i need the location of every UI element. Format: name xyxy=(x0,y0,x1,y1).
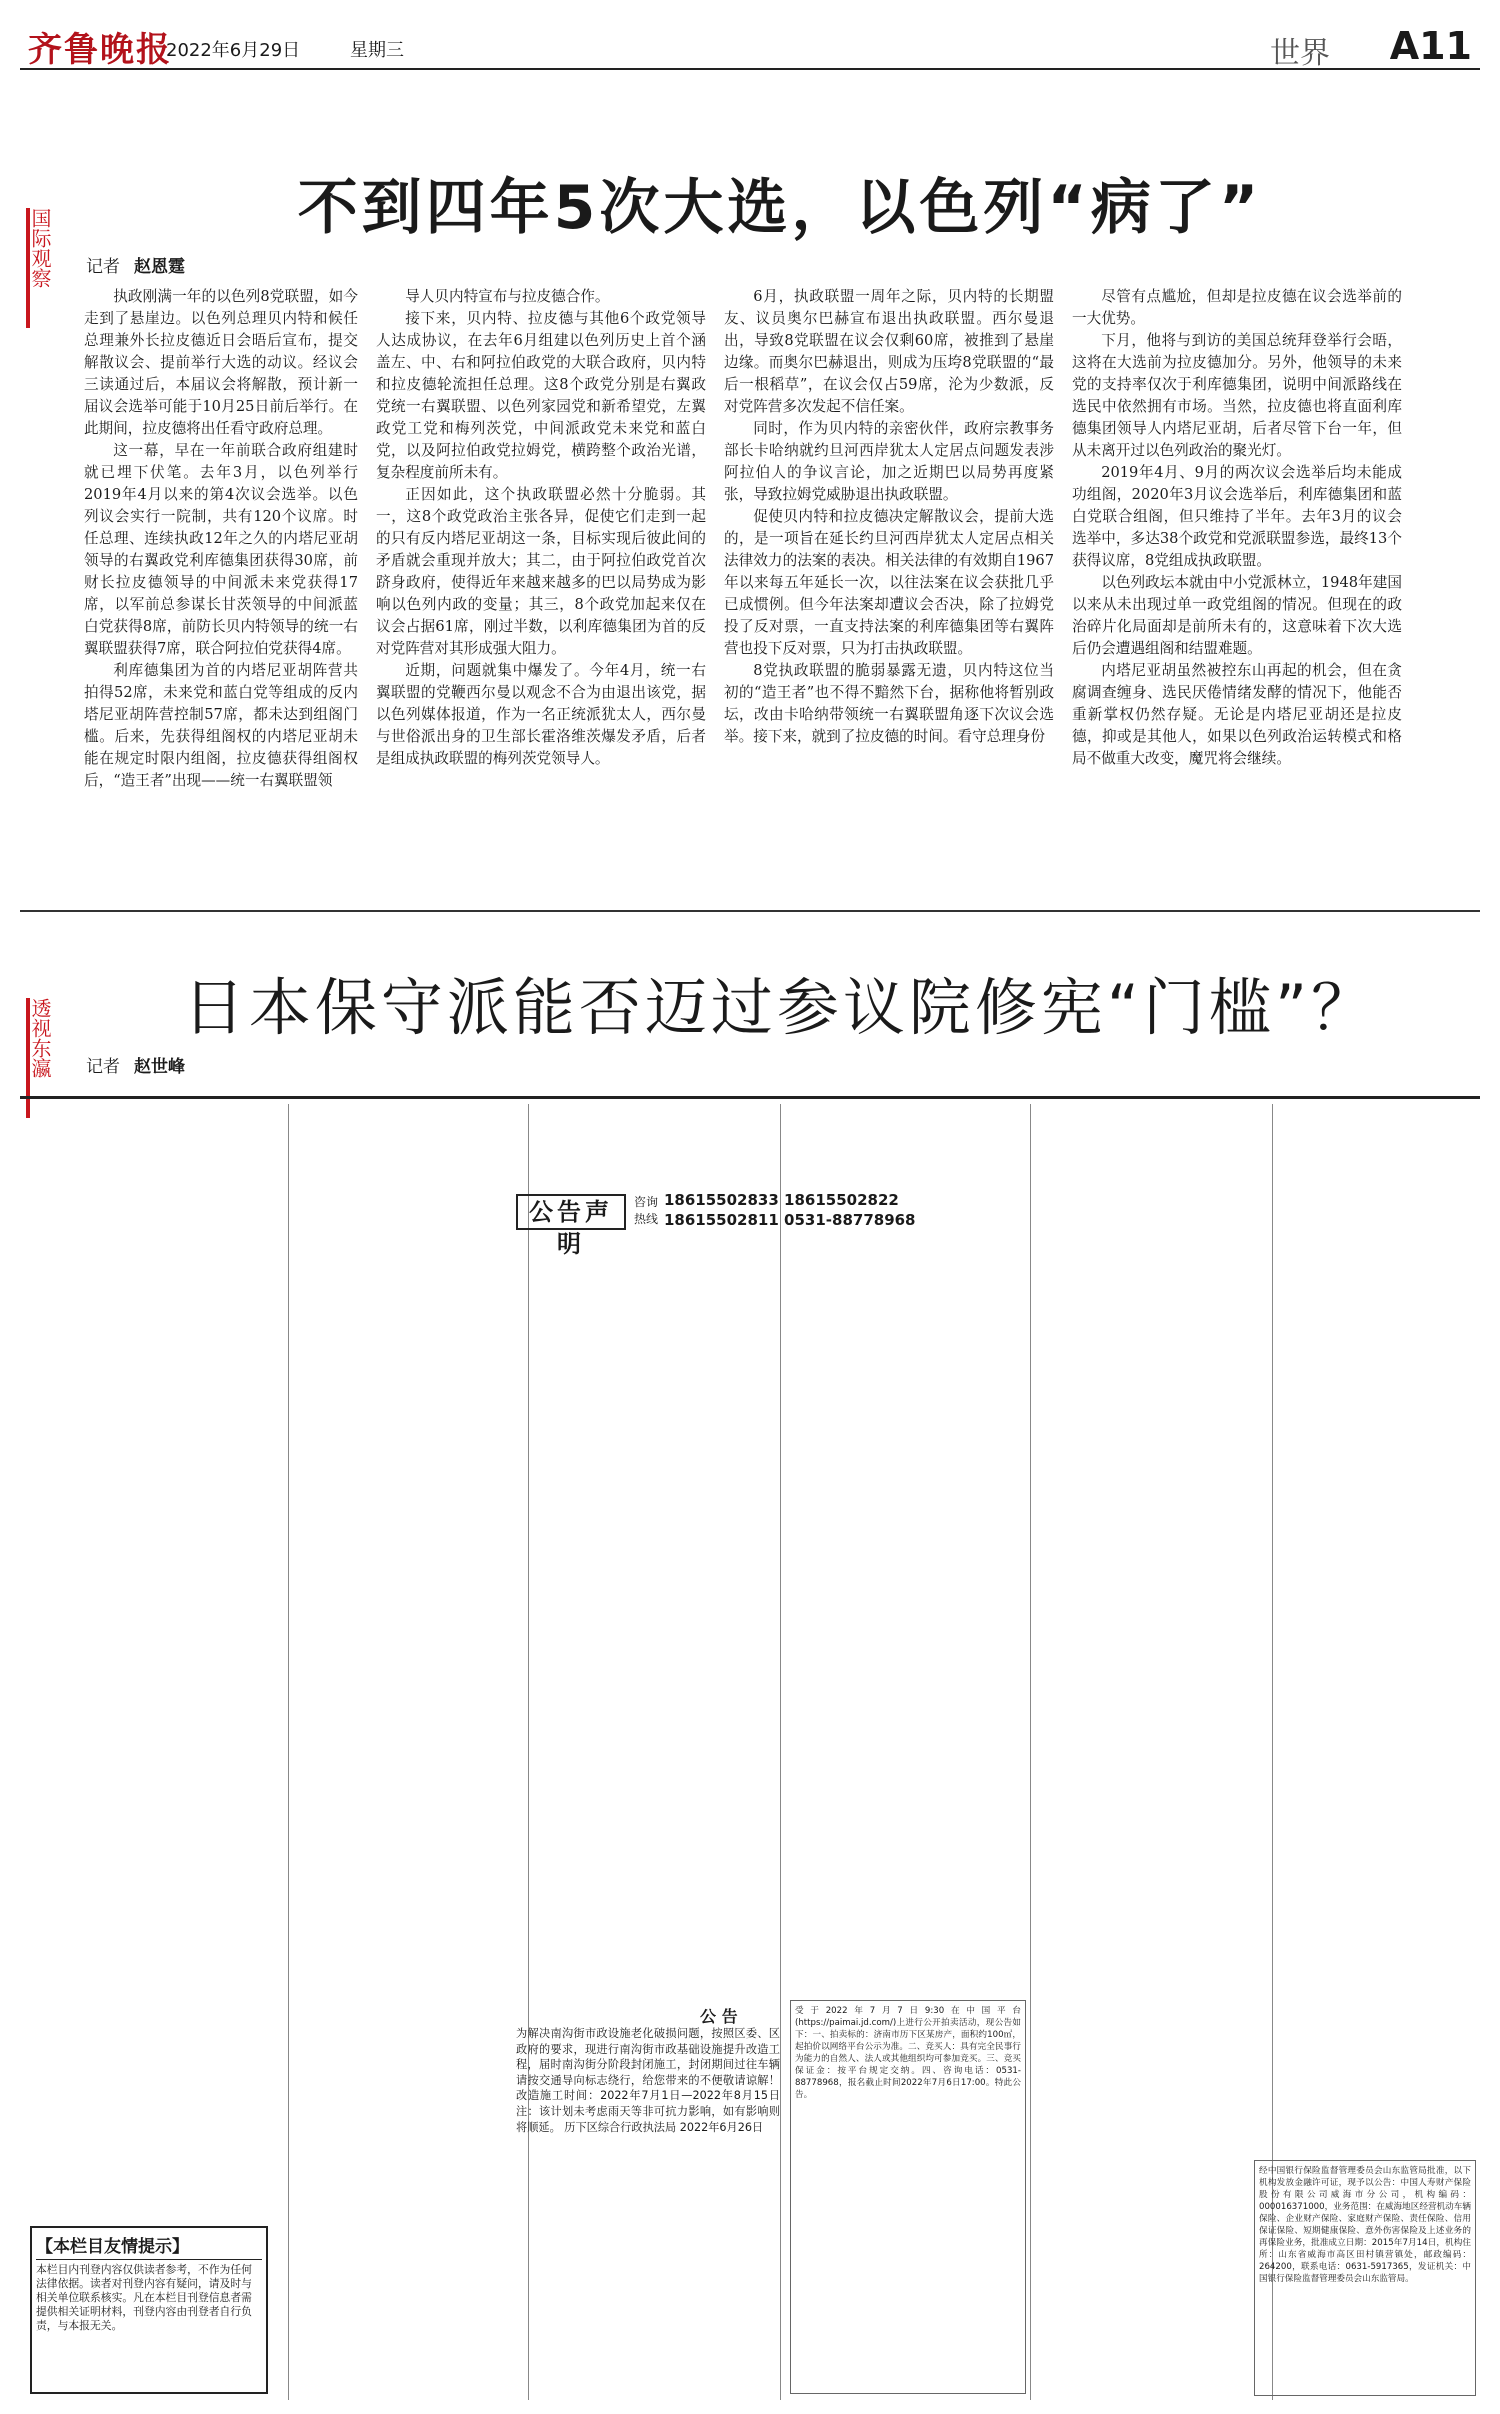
ad-column xyxy=(788,1234,1024,1994)
ad-column xyxy=(28,1104,282,2214)
issue-date: 2022年6月29日 xyxy=(166,40,301,61)
hotline-numbers xyxy=(664,1190,916,1230)
column-rule xyxy=(1030,1104,1031,2400)
notice-heading: 公告声明 xyxy=(516,1194,626,1230)
article1-body xyxy=(84,286,1402,896)
masthead xyxy=(20,14,1480,70)
license-notice: 经中国银行保险监督管理委员会山东监管局批准，以下机构发放金融许可证，现予以公告：中国人寿财产保险股份有限公司威海市分公司，机构编码：000016371000，业务范围：在威海地区经营机动车辆保险、企业财产保险、家庭财产保险、责任保险、信用保证保险、短期健康保险、意外伤害保险及上述业务的再保险业务，批准成立日期：2015年7月14日，机构住所：山东省威海市高区田村镇营镇处，邮政编码：264200，联系电话：0631-5917365，发证机关：中国银行保险监督管理委员会山东监管局。 xyxy=(1254,2160,1476,2396)
article-paragraph: 尽管有点尴尬，但却是拉皮德在议会选举前的一大优势。 xyxy=(1072,288,1402,327)
article-paragraph: 内塔尼亚胡虽然被控东山再起的机会，但在贪腐调查缠身、选民厌倦情绪发酵的情况下，他能否重新掌权仍然存疑。无论是内塔尼亚胡还是拉皮德，抑或是其他人，如果以色列政治运转模式和格局不做重大改变，魔咒将会继续。 xyxy=(1072,662,1402,767)
newspaper-logo: 齐鲁晚报 xyxy=(28,30,172,70)
byline-author: 赵恩霆 xyxy=(134,257,185,277)
hotline-line-2: 18615502811 0531-88778968 xyxy=(664,1211,916,1229)
auction-notice: 受于2022年7月7日9:30在中国平台(https://paimai.jd.com/)上进行公开拍卖活动，现公告如下：一、拍卖标的：济南市历下区某房产，面积约100㎡，起拍价以网络平台公示为准。二、竞买人：具有完全民事行为能力的自然人、法人或其他组织均可参加竞买。三、竞买保证金：按平台规定交纳。四、咨询电话：0531-88778968，报名截止时间2022年7月6日17:00。特此公告。 xyxy=(790,2000,1026,2394)
issue-weekday: 星期三 xyxy=(350,40,404,61)
friendly-reminder-box xyxy=(30,2226,268,2394)
announcement-body: 为解决南沟街市政设施老化破损问题，按照区委、区政府的要求，现进行南沟街市政基础设施提升改造工程，届时南沟街分阶段封闭施工，封闭期间过往车辆请按交通导向标志绕行，给您带来的不便敬请谅解！ 改造施工时间：2022年7月1日—2022年8月15日 注：该计划未考虑雨天等非可抗力影响，如有影响则将顺延。 历下区综合行政执法局 2022年6月26日 xyxy=(516,2027,780,2134)
article-paragraph: 执政刚满一年的以色列8党联盟，如今走到了悬崖边。以色列总理贝内特和候任总理兼外长拉皮德近日会晤后宣布，提交解散议会、提前举行大选的动议。经议会三读通过后，本届议会将解散，预计新一届议会选举可能于10月25日前后举行。在此期间，拉皮德将出任看守政府总理。 xyxy=(84,288,358,437)
article1-column xyxy=(724,286,1054,896)
article-paragraph: 利库德集团为首的内塔尼亚胡阵营共拍得52席，未来党和蓝白党等组成的反内塔尼亚胡阵营控制57席，都未达到组阁门槛。后来，先获得组阁权的内塔尼亚胡未能在规定时限内组阁，拉皮德获得组阁权后，“造王者”出现——统一右翼联盟领 xyxy=(84,662,358,789)
article1-column xyxy=(1072,286,1402,896)
article2-byline xyxy=(86,1052,185,1077)
section-divider xyxy=(20,910,1480,912)
article2-column-tag: 透视东瀛 xyxy=(26,998,52,1118)
article-paragraph: 导人贝内特宣布与拉皮德合作。 xyxy=(405,288,610,305)
ad-column xyxy=(536,1234,774,1994)
article-paragraph: 2019年4月、9月的两次议会选举后均未能成功组阁，2020年3月议会选举后，利库德集团和蓝白党联合组阁，但只维持了半年。去年3月的议会选举中，多达38个政党和党派联盟参选，最终13个获得议席，8党组成执政联盟。 xyxy=(1072,464,1402,569)
article-paragraph: 同时，作为贝内特的亲密伙伴，政府宗教事务部长卡哈纳就约旦河西岸犹太人定居点问题发表涉阿拉伯人的争议言论，加之近期巴以局势再度紧张，导致拉姆党威胁退出执政联盟。 xyxy=(724,420,1054,503)
ad-column xyxy=(1038,1104,1266,2394)
byline-label: 记者 xyxy=(86,1057,120,1077)
column-rule xyxy=(780,1104,781,2400)
page-number: A11 xyxy=(1389,24,1472,68)
ad-column xyxy=(296,1104,522,2394)
article1-column xyxy=(84,286,358,896)
byline-label: 记者 xyxy=(86,257,120,277)
article-paragraph: 接下来，贝内特、拉皮德与其他6个政党领导人达成协议，在去年6月组建以色列历史上首个涵盖左、中、右和阿拉伯政党的大联合政府，贝内特和拉皮德轮流担任总理。这8个政党分别是右翼政党统一右翼联盟、以色列家园党和新希望党，左翼政党工党和梅列茨党，中间派政党未来党和蓝白党，以及阿拉伯政党拉姆党，横跨整个政治光谱，复杂程度前所未有。 xyxy=(376,310,706,481)
article-paragraph: 以色列政坛本就由中小党派林立，1948年建国以来从未出现过单一政党组阁的情况。但现在的政治碎片化局面却是前所未有的，这意味着下次大选后仍会遭遇组阁和结盟难题。 xyxy=(1072,574,1402,657)
article2-headline: 日本保守派能否迈过参议院修宪“门槛”？ xyxy=(182,971,1378,1044)
article-paragraph: 促使贝内特和拉皮德决定解散议会，提前大选的，是一项旨在延长约旦河西岸犹太人定居点相关法律效力的法案的表决。相关法律的有效期自1967年以来每五年延长一次，以往法案在议会获批几乎已成惯例。但今年法案却遭议会否决，除了拉姆党投了反对票，一直支持法案的利库德集团等右翼阵营也投下反对票，只为打击执政联盟。 xyxy=(724,508,1054,657)
article-paragraph: 下月，他将与到访的美国总统拜登举行会晤，这将在大选前为拉皮德加分。另外，他领导的未来党的支持率仅次于利库德集团，说明中间派路线在选民中依然拥有市场。当然，拉皮德也将直面利库德集团领导人内塔尼亚胡，后者尽管下台一年，但从未离开过以色列政治的聚光灯。 xyxy=(1072,332,1402,459)
article1-column-tag: 国际观察 xyxy=(26,208,52,328)
article-paragraph: 这一幕，早在一年前联合政府组建时就已埋下伏笔。去年3月，以色列举行2019年4月以来的第4次议会选举。以色列议会实行一院制，共有120个议席。时任总理、连续执政12年之久的内塔尼亚胡领导的右翼政党利库德集团获得30席，前财长拉皮德领导的中间派未来党获得17席，以军前总参谋长甘茨领导的中间派蓝白党获得8席，前防长贝内特领导的统一右翼联盟获得7席，联合阿拉伯党获得4席。 xyxy=(84,442,358,657)
article1-byline xyxy=(86,252,185,277)
friendly-reminder-title: 【本栏目友情提示】 xyxy=(36,2232,262,2260)
friendly-reminder-body: 本栏目内刊登内容仅供读者参考，不作为任何法律依据。读者对刊登内容有疑问，请及时与相关单位联系核实。凡在本栏目刊登信息者需提供相关证明材料，刊登内容由刊登者自行负责，与本报无关。 xyxy=(36,2263,252,2332)
article1-headline: 不到四年5次大选，以色列“病了” xyxy=(297,173,1263,243)
classified-rule xyxy=(20,1096,1480,1099)
column-rule xyxy=(288,1104,289,2400)
column-rule xyxy=(528,1104,529,2400)
article-paragraph: 近期，问题就集中爆发了。今年4月，统一右翼联盟的党鞭西尔曼以观念不合为由退出该党，据以色列媒体报道，作为一名正统派犹太人，西尔曼与世俗派出身的卫生部长霍洛维茨爆发矛盾，后者是组成执政联盟的梅列茨党领导人。 xyxy=(376,662,706,767)
hotline-label: 咨询热线 xyxy=(634,1195,659,1226)
article-paragraph: 8党执政联盟的脆弱暴露无遗，贝内特这位当初的“造王者”也不得不黯然下台，据称他将暂别政坛，改由卡哈纳带领统一右翼联盟角逐下次议会选举。接下来，就到了拉皮德的时间。看守总理身份 xyxy=(724,662,1054,745)
announcement-title: 公 告 xyxy=(700,2007,738,2026)
article1-column xyxy=(376,286,706,896)
section-name: 世界 xyxy=(1270,36,1330,71)
ad-column xyxy=(1280,1104,1476,2144)
byline-author: 赵世峰 xyxy=(134,1057,185,1077)
hotline-line-1: 18615502833 18615502822 xyxy=(664,1191,899,1209)
article-paragraph: 正因如此，这个执政联盟必然十分脆弱。其一，这8个政党政治主张各异，促使它们走到一起的只有反内塔尼亚胡这一条，目标实现后彼此间的矛盾就会重现并放大；其二，由于阿拉伯政党首次跻身政府，使得近年来越来越多的巴以局势成为影响以色列内政的变量；其三，8个政党加起来仅在议会占据61席，刚过半数，以利库德集团为首的反对党阵营对其形成强大阻力。 xyxy=(376,486,706,657)
article-paragraph: 6月，执政联盟一周年之际，贝内特的长期盟友、议员奥尔巴赫宣布退出执政联盟。西尔曼退出，导致8党联盟在议会仅剩60席，被推到了悬崖边缘。而奥尔巴赫退出，则成为压垮8党联盟的“最后一根稻草”，在议会仅占59席，沦为少数派，反对党阵营多次发起不信任案。 xyxy=(724,288,1054,415)
